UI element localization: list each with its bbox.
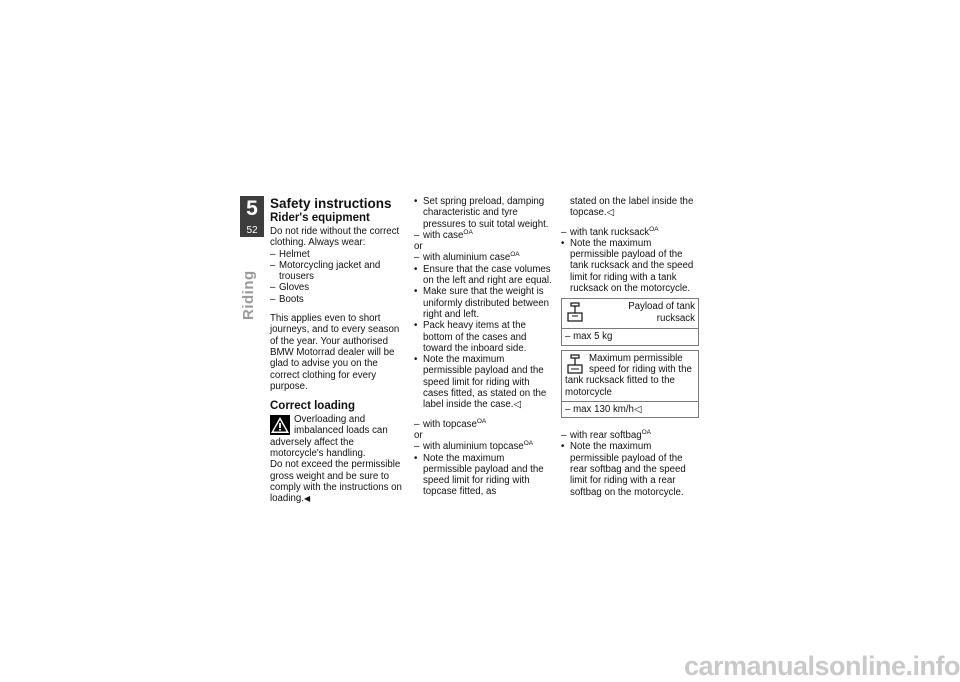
option-marker: OA	[476, 417, 487, 425]
column-3	[561, 196, 699, 498]
column-1	[270, 196, 404, 505]
spec-label-payload: Payload of tank rucksack	[628, 301, 695, 324]
option-with-case: with case	[423, 229, 464, 241]
option-with-rear-softbag: with rear softbag	[570, 430, 642, 442]
option-marker: OA	[649, 225, 659, 233]
spec-box-speed	[561, 350, 699, 418]
equipment-item: – Helmet	[270, 249, 404, 260]
chapter-number: 5	[246, 197, 258, 220]
end-symbol: ◁	[633, 403, 642, 415]
page-number: 52	[246, 225, 258, 236]
bullet-weight-distribution: • Make sure that the weight is uniformly distributed between right and left.	[414, 286, 552, 320]
option-with-topcase: with topcase	[423, 418, 477, 430]
spec-value-payload: – max 5 kg	[562, 328, 698, 344]
end-mark: ◀	[303, 494, 311, 504]
or-text: or	[414, 429, 423, 441]
correct-loading-heading: Correct loading	[270, 400, 355, 413]
warning-text: Overloading and imbalanced loads can adversely affect the motorcycle's handling.	[270, 414, 388, 460]
option-marker: OA	[463, 228, 473, 236]
option-marker: OA	[523, 440, 534, 448]
bullet-payload-topcase: • Note the maximum permissible payload and the speed limit for riding with topcase fitted, as	[414, 453, 552, 498]
riders-equipment-heading: Rider's equipment	[270, 212, 370, 224]
loading-instruction: Do not exceed the permissible gross weight and be sure to comply with the instructions on loading.	[270, 459, 402, 505]
option-with-tank-rucksack: with tank rucksack	[570, 226, 650, 238]
spec-box-payload	[561, 298, 699, 345]
bullet-heavy-items: • Pack heavy items at the bottom of the cases and toward the inboard side.	[414, 320, 552, 354]
topcase-continuation: stated on the label inside the topcase.	[570, 196, 694, 219]
chapter-side-label	[236, 270, 266, 320]
bullet-spring-preload: • Set spring preload, damping characteristic and tyre pressures to suit total weight.	[414, 196, 552, 230]
or-text: or	[414, 241, 423, 253]
spec-value-speed: max 130 km/h	[573, 403, 634, 415]
option-with-aluminium-topcase: with aluminium topcase	[423, 441, 524, 453]
chapter-side-label-text: Riding	[240, 270, 257, 320]
riders-equipment-intro: Do not ride without the correct clothing. Always wear:	[270, 226, 400, 249]
speed-limit-icon	[565, 353, 585, 375]
equipment-item: – Boots	[270, 294, 404, 305]
warning-icon	[270, 415, 290, 435]
option-marker: OA	[641, 429, 652, 437]
warning-block	[270, 414, 404, 459]
option-with-aluminium-case: with aluminium case	[423, 252, 511, 264]
weight-icon	[565, 301, 585, 323]
column-2	[414, 196, 552, 498]
spec-label-speed: Maximum permissible speed for riding with the tank rucksack fitted to the motorcycle	[565, 352, 692, 398]
bullet-payload-case: Note the maximum permissible payload and the speed limit for riding with cases fitted, as stated on the label inside the case.	[423, 354, 547, 411]
equipment-item: – Motorcycling jacket and trousers	[270, 260, 404, 283]
end-symbol: ◁	[513, 399, 521, 411]
equipment-item: – Gloves	[270, 282, 404, 293]
end-symbol: ◁	[606, 207, 615, 219]
bullet-tank-rucksack: • Note the maximum permissible payload of the tank rucksack and the speed limit for riding with a tank rucksack on the motorcycle.	[561, 238, 699, 294]
section-title: Safety instructions	[270, 196, 392, 211]
riders-equipment-note: This applies even to short journeys, and to every season of the year. Your authorised BMW Motorrad dealer will be glad to advise you on the correct clothing for every purpose.	[270, 313, 400, 392]
option-marker: OA	[510, 251, 520, 259]
bullet-rear-softbag: • Note the maximum permissible payload of the rear softbag and the speed limit for riding with a rear softbag on the motorcycle.	[561, 441, 699, 497]
watermark: carmanualsonline.info	[683, 651, 960, 681]
bullet-case-volumes: • Ensure that the case volumes on the left and right are equal.	[414, 264, 552, 287]
